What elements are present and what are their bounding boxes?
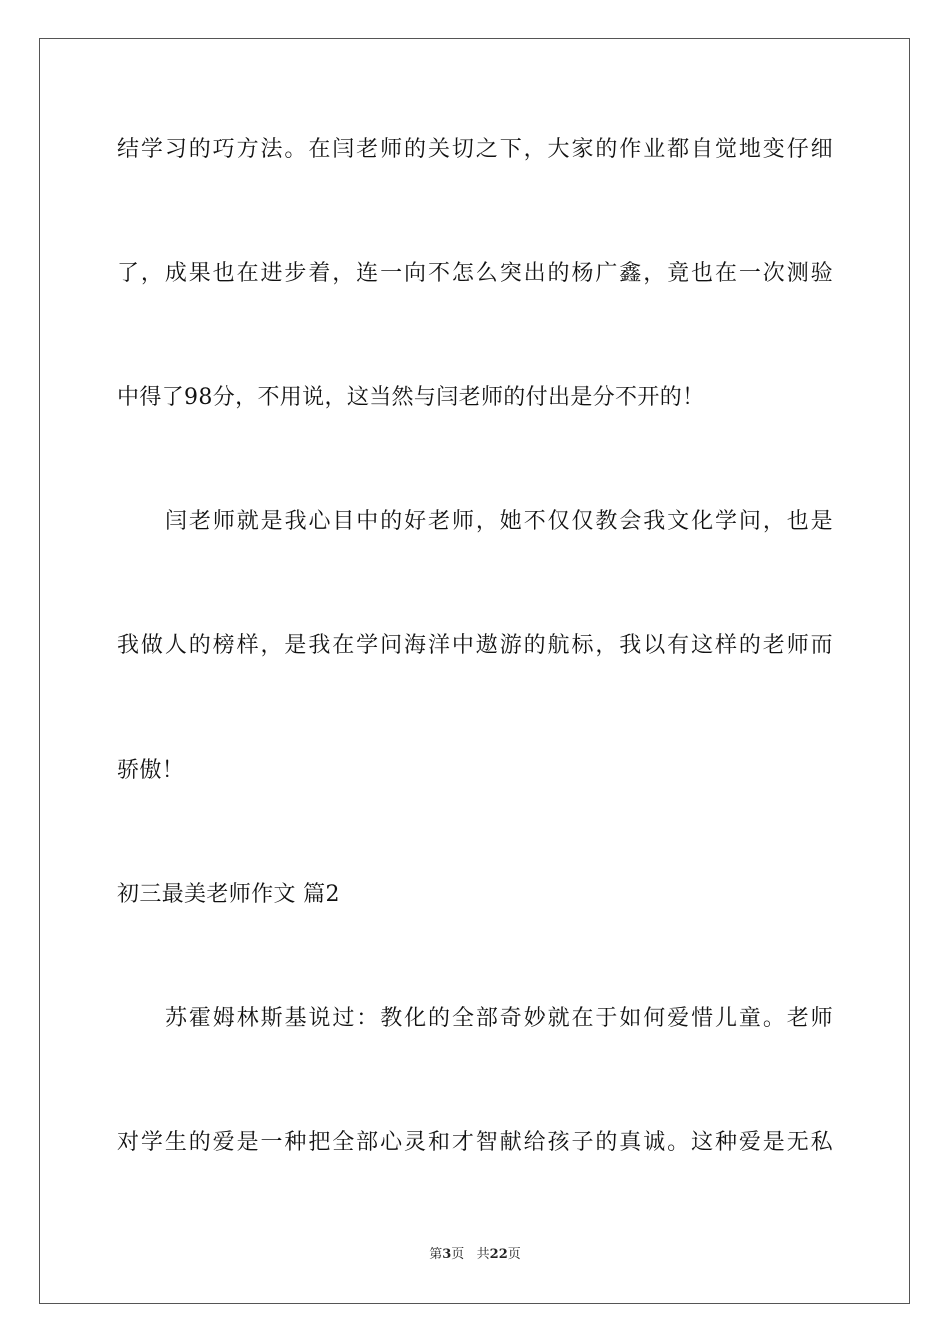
footer-suffix: 页 — [507, 1247, 521, 1262]
current-page-number: 3 — [442, 1247, 452, 1262]
page-footer — [0, 1245, 950, 1265]
footer-middle: 页 共 — [451, 1247, 490, 1262]
page-border — [39, 38, 910, 1304]
total-page-number: 22 — [489, 1247, 508, 1262]
paragraph-line: 中得了98分，不用说，这当然与闫老师的付出是分不开的！ — [117, 385, 705, 410]
paragraph-line: 了，成果也在进步着，连一向不怎么突出的杨广鑫，竟也在一次测验 — [117, 261, 833, 286]
paragraph-line: 苏霍姆林斯基说过：教化的全部奇妙就在于如何爱惜儿童。老师 — [165, 1006, 833, 1031]
section-heading: 初三最美老师作文 篇2 — [117, 882, 340, 907]
footer-prefix: 第 — [429, 1247, 443, 1262]
paragraph-line: 骄傲！ — [117, 758, 185, 783]
paragraph-line: 闫老师就是我心目中的好老师，她不仅仅教会我文化学问，也是 — [165, 509, 833, 534]
paragraph-line: 对学生的爱是一种把全部心灵和才智献给孩子的真诚。这种爱是无私 — [117, 1130, 833, 1155]
paragraph-line: 我做人的榜样，是我在学问海洋中遨游的航标，我以有这样的老师而 — [117, 633, 833, 658]
paragraph-line: 结学习的巧方法。在闫老师的关切之下，大家的作业都自觉地变仔细 — [117, 137, 833, 162]
